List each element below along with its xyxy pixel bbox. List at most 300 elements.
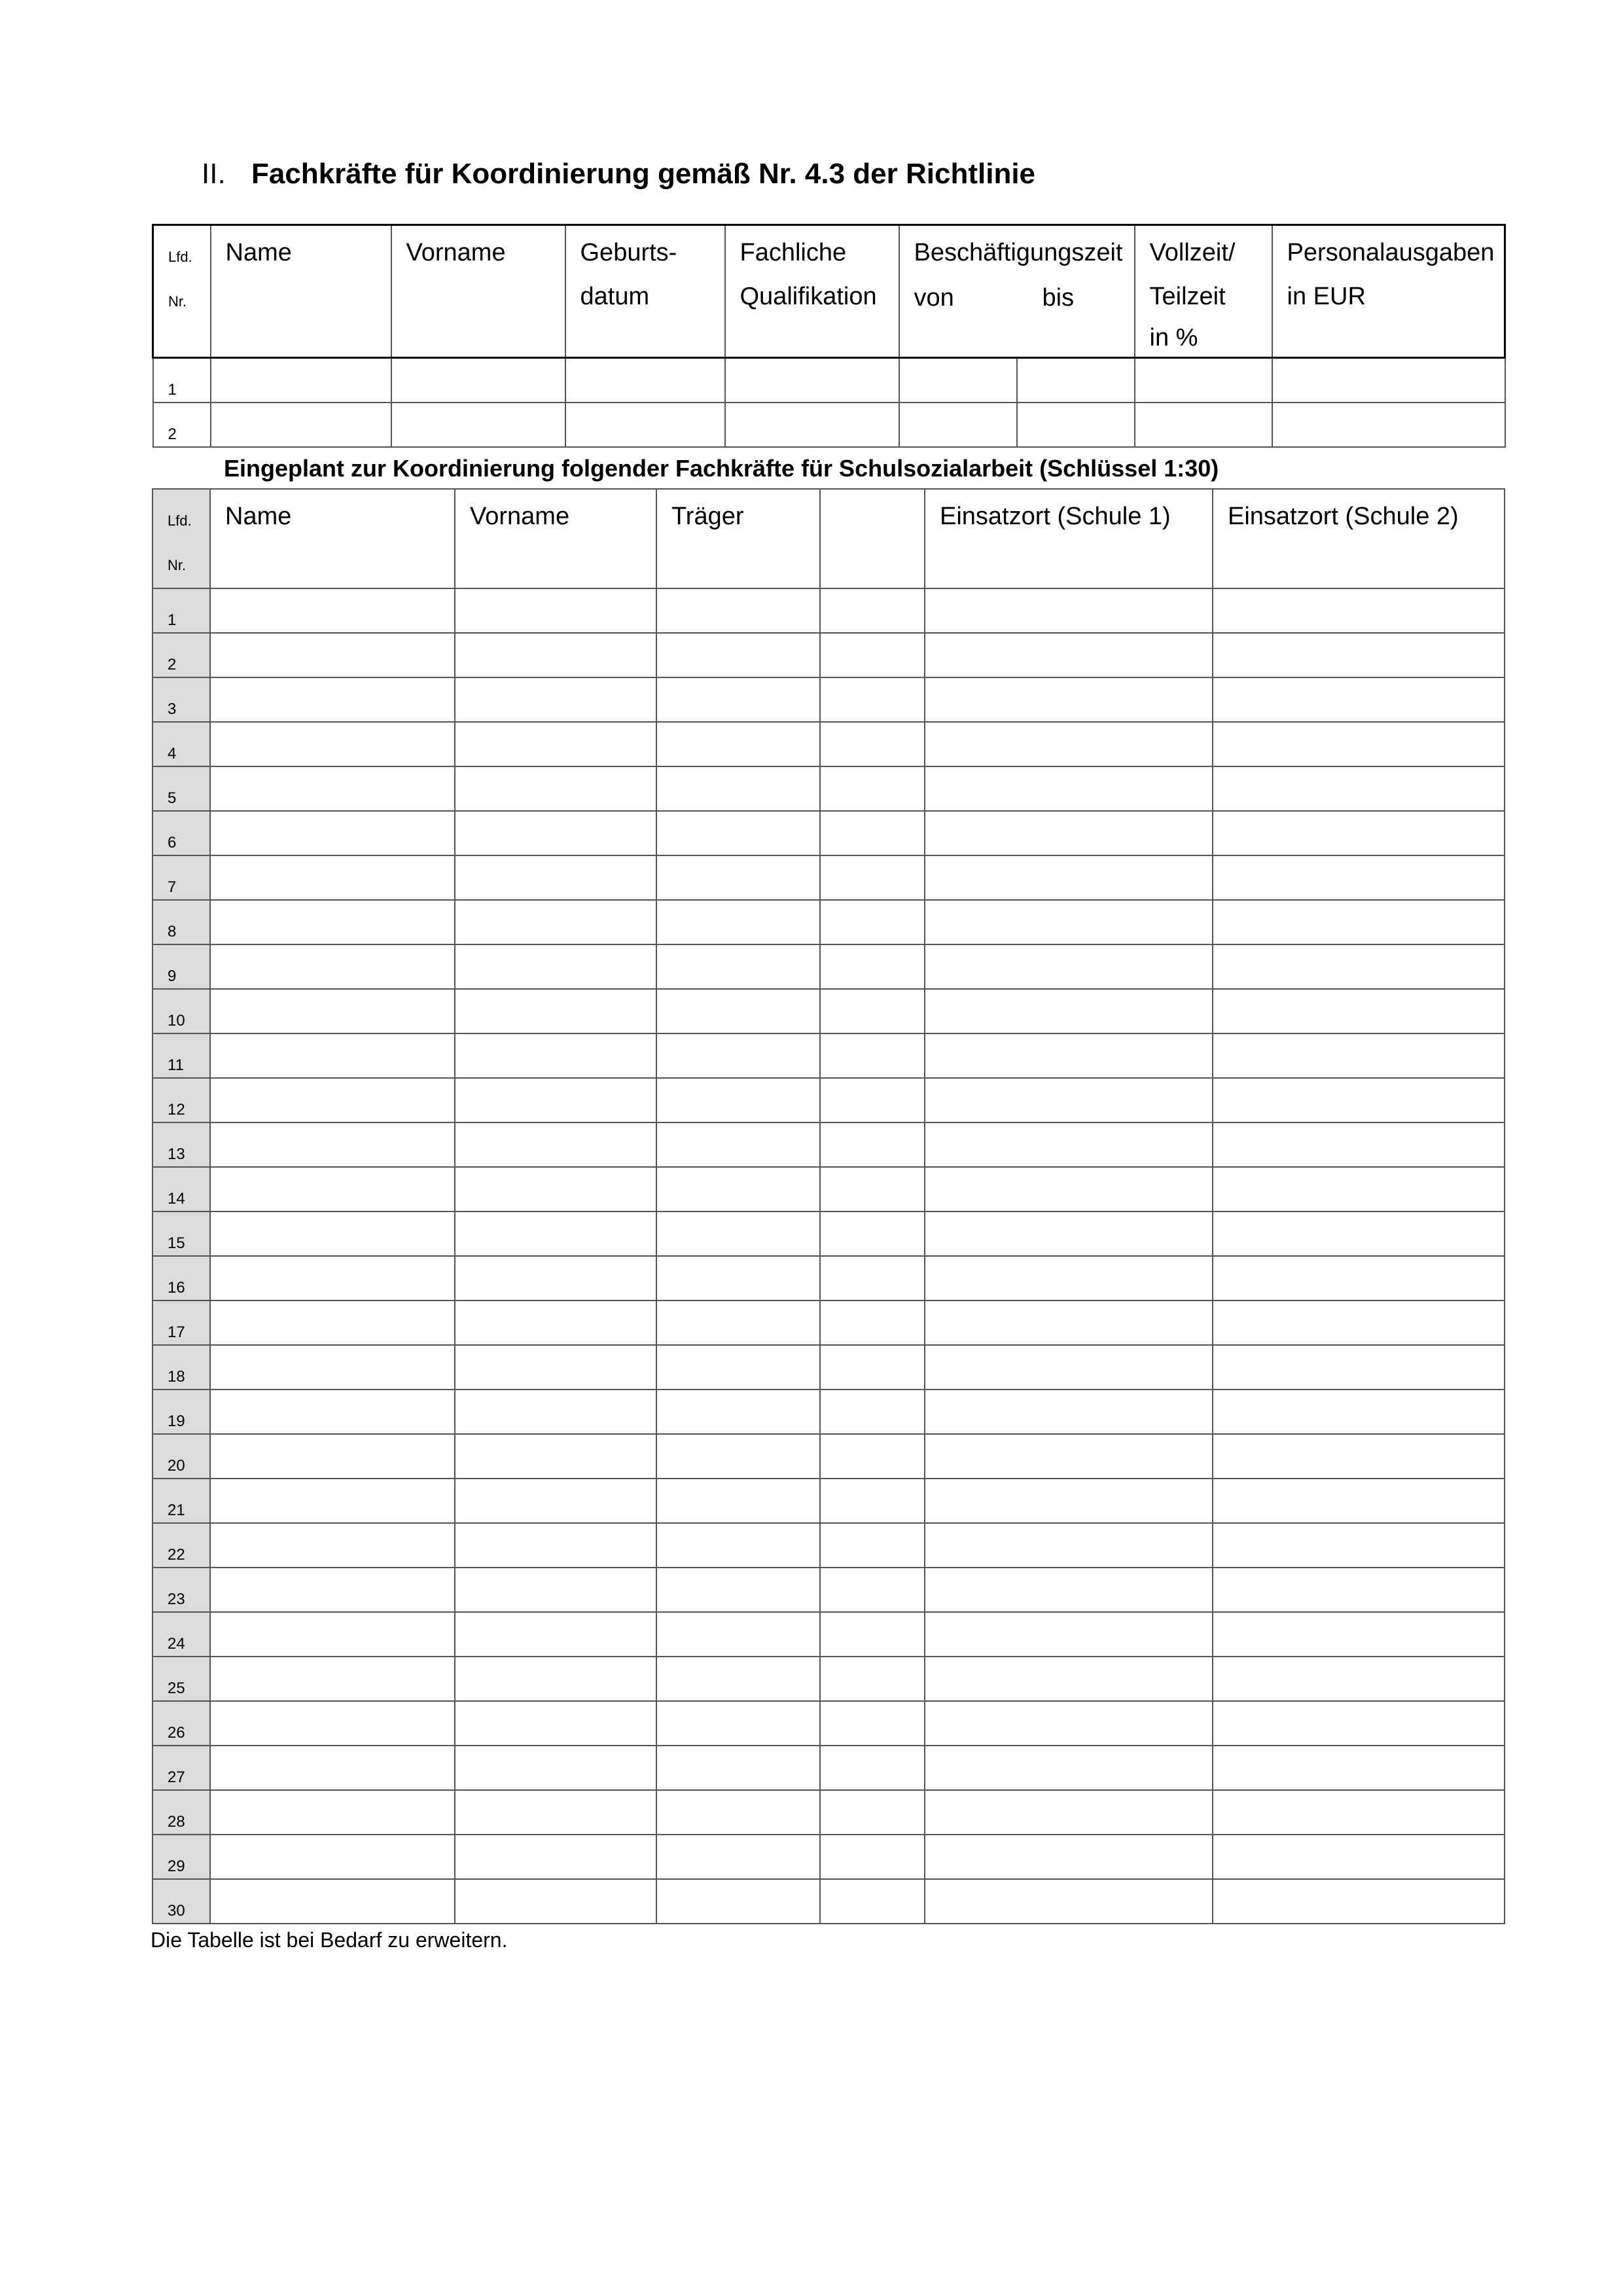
extra-field[interactable] [820, 1434, 925, 1479]
extra-field[interactable] [820, 1390, 925, 1434]
extra-field[interactable] [820, 900, 925, 944]
row-number: 30 [168, 1902, 185, 1920]
name-field[interactable] [210, 1300, 455, 1345]
table-row [152, 1790, 1505, 1835]
extra-field[interactable] [820, 1122, 925, 1167]
vorname-field[interactable] [455, 1211, 656, 1256]
einsatzort-1-field[interactable] [925, 1523, 1213, 1568]
header-bis: bis [1042, 284, 1075, 312]
extra-field[interactable] [820, 1256, 925, 1300]
extra-field[interactable] [820, 1612, 925, 1657]
einsatzort-1-field[interactable] [925, 1701, 1213, 1746]
traeger-field[interactable] [656, 1211, 820, 1256]
row-number: 6 [168, 834, 177, 852]
extra-field[interactable] [820, 722, 925, 766]
name-field[interactable] [211, 403, 391, 447]
row-number: 12 [168, 1101, 185, 1119]
table-row [152, 811, 1505, 855]
name-field[interactable] [210, 1746, 455, 1790]
header-vorname: Vorname [455, 489, 656, 588]
einsatzort-2-field[interactable] [1213, 1033, 1505, 1078]
einsatzort-1-field[interactable] [925, 1122, 1213, 1167]
name-field[interactable] [210, 1612, 455, 1657]
name-field[interactable] [210, 1835, 455, 1879]
einsatzort-1-field[interactable] [925, 900, 1213, 944]
name-field[interactable] [210, 1345, 455, 1390]
table-row [152, 633, 1505, 677]
vorname-field[interactable] [455, 633, 656, 677]
row-number: 28 [168, 1813, 185, 1831]
einsatzort-1-field[interactable] [925, 1879, 1213, 1924]
row-number-cell [152, 722, 210, 766]
section-number: II. [202, 158, 226, 190]
einsatzort-2-field[interactable] [1213, 1122, 1505, 1167]
row-number: 29 [168, 1857, 185, 1875]
traeger-field[interactable] [656, 1033, 820, 1078]
row-number: 24 [168, 1635, 185, 1653]
table-row [152, 989, 1505, 1033]
vorname-field[interactable] [455, 1300, 656, 1345]
coordination-staff-table [152, 224, 1506, 448]
header-qualifikation [725, 225, 899, 358]
row-number-cell [152, 1657, 210, 1701]
name-field[interactable] [210, 1122, 455, 1167]
extra-field[interactable] [820, 1657, 925, 1701]
row-number: 3 [168, 700, 177, 718]
table-row [152, 722, 1505, 766]
name-field[interactable] [210, 766, 455, 811]
traeger-field[interactable] [656, 944, 820, 989]
einsatzort-2-field[interactable] [1213, 1390, 1505, 1434]
name-field[interactable] [210, 1523, 455, 1568]
name-field[interactable] [211, 358, 391, 403]
row-number-cell [152, 1434, 210, 1479]
name-field[interactable] [210, 722, 455, 766]
einsatzort-2-field[interactable] [1213, 900, 1505, 944]
traeger-field[interactable] [656, 1256, 820, 1300]
extra-field[interactable] [820, 989, 925, 1033]
row-number-cell [152, 1523, 210, 1568]
row-number: 16 [168, 1279, 185, 1297]
vorname-field[interactable] [455, 1746, 656, 1790]
traeger-field[interactable] [656, 1835, 820, 1879]
einsatzort-1-field[interactable] [925, 855, 1213, 900]
name-field[interactable] [210, 1434, 455, 1479]
header-von: von [914, 284, 954, 312]
row-number-cell [152, 1790, 210, 1835]
header-fachliche: Fachliche [740, 239, 847, 266]
einsatzort-1-field[interactable] [925, 677, 1213, 722]
extra-field[interactable] [820, 1078, 925, 1122]
einsatzort-2-field[interactable] [1213, 633, 1505, 677]
vorname-field[interactable] [455, 900, 656, 944]
traeger-field[interactable] [656, 633, 820, 677]
einsatzort-1-field[interactable] [925, 766, 1213, 811]
table-row [152, 1300, 1505, 1345]
traeger-field[interactable] [656, 588, 820, 633]
vorname-field[interactable] [455, 1033, 656, 1078]
geburtsdatum-field[interactable] [565, 358, 725, 403]
table-row [152, 677, 1505, 722]
traeger-field[interactable] [656, 677, 820, 722]
header-einsatzort-2: Einsatzort (Schule 2) [1213, 489, 1505, 588]
einsatzort-1-field[interactable] [925, 1612, 1213, 1657]
personalausgaben-field[interactable] [1272, 403, 1505, 447]
vollzeit-teilzeit-field[interactable] [1135, 403, 1272, 447]
table-row [152, 855, 1505, 900]
einsatzort-1-field[interactable] [925, 1657, 1213, 1701]
traeger-field[interactable] [656, 1657, 820, 1701]
einsatzort-2-field[interactable] [1213, 1345, 1505, 1390]
qualifikation-field[interactable] [725, 403, 899, 447]
einsatzort-1-field[interactable] [925, 1746, 1213, 1790]
einsatzort-1-field[interactable] [925, 1345, 1213, 1390]
row-number-cell [152, 900, 210, 944]
row-number-cell [152, 1612, 210, 1657]
extra-field[interactable] [820, 1345, 925, 1390]
row-number-cell [152, 811, 210, 855]
traeger-field[interactable] [656, 1790, 820, 1835]
vorname-field[interactable] [455, 1434, 656, 1479]
header-lfd: Lfd. [168, 512, 192, 529]
name-field[interactable] [210, 1078, 455, 1122]
einsatzort-2-field[interactable] [1213, 855, 1505, 900]
extra-field[interactable] [820, 855, 925, 900]
einsatzort-1-field[interactable] [925, 1211, 1213, 1256]
vorname-field[interactable] [455, 722, 656, 766]
traeger-field[interactable] [656, 1167, 820, 1211]
row-number-cell [152, 1345, 210, 1390]
bis-field[interactable] [1017, 403, 1135, 447]
row-number-cell [152, 1078, 210, 1122]
einsatzort-2-field[interactable] [1213, 1479, 1505, 1523]
vorname-field[interactable] [455, 1345, 656, 1390]
header-in-prozent: in % [1149, 324, 1198, 351]
personalausgaben-field[interactable] [1272, 358, 1505, 403]
einsatzort-2-field[interactable] [1213, 1523, 1505, 1568]
extra-field[interactable] [820, 1523, 925, 1568]
vorname-field[interactable] [455, 1078, 656, 1122]
traeger-field[interactable] [656, 1390, 820, 1434]
row-number: 4 [168, 745, 177, 762]
header-vollzeit: Vollzeit/ [1149, 239, 1236, 266]
einsatzort-1-field[interactable] [925, 1568, 1213, 1612]
extra-field[interactable] [820, 1701, 925, 1746]
row-number-cell [152, 1390, 210, 1434]
einsatzort-2-field[interactable] [1213, 1657, 1505, 1701]
einsatzort-2-field[interactable] [1213, 766, 1505, 811]
vorname-field[interactable] [391, 403, 565, 447]
name-field[interactable] [210, 1390, 455, 1434]
einsatzort-2-field[interactable] [1213, 677, 1505, 722]
einsatzort-2-field[interactable] [1213, 1879, 1505, 1924]
extra-field[interactable] [820, 1879, 925, 1924]
einsatzort-2-field[interactable] [1213, 1568, 1505, 1612]
extra-field[interactable] [820, 1300, 925, 1345]
table-row [152, 900, 1505, 944]
name-field[interactable] [210, 811, 455, 855]
einsatzort-1-field[interactable] [925, 633, 1213, 677]
traeger-field[interactable] [656, 1746, 820, 1790]
traeger-field[interactable] [656, 1345, 820, 1390]
traeger-field[interactable] [656, 1701, 820, 1746]
vorname-field[interactable] [455, 1523, 656, 1568]
einsatzort-2-field[interactable] [1213, 1746, 1505, 1790]
einsatzort-1-field[interactable] [925, 1033, 1213, 1078]
name-field[interactable] [210, 1701, 455, 1746]
table-row [152, 1701, 1505, 1746]
name-field[interactable] [210, 989, 455, 1033]
vorname-field[interactable] [455, 1701, 656, 1746]
extra-field[interactable] [820, 677, 925, 722]
traeger-field[interactable] [656, 989, 820, 1033]
row-number-cell [152, 1033, 210, 1078]
header-nr: Nr. [168, 557, 187, 573]
vorname-field[interactable] [391, 358, 565, 403]
row-number: 13 [168, 1145, 185, 1163]
table2-caption: Eingeplant zur Koordinierung folgender Fachkräfte für Schulsozialarbeit (Schlüssel 1:30) [224, 455, 1219, 482]
einsatzort-1-field[interactable] [925, 811, 1213, 855]
traeger-field[interactable] [656, 722, 820, 766]
name-field[interactable] [210, 900, 455, 944]
header-nr: Nr. [168, 293, 187, 310]
row-number-cell [152, 1879, 210, 1924]
einsatzort-2-field[interactable] [1213, 944, 1505, 989]
traeger-field[interactable] [656, 1078, 820, 1122]
table-row [152, 1657, 1505, 1701]
einsatzort-1-field[interactable] [925, 1790, 1213, 1835]
vorname-field[interactable] [455, 677, 656, 722]
row-number-cell [152, 1746, 210, 1790]
header-lfd-nr [153, 225, 211, 358]
row-number-cell [152, 1256, 210, 1300]
table-row [152, 1078, 1505, 1122]
traeger-field[interactable] [656, 1479, 820, 1523]
row-number-cell [152, 677, 210, 722]
row-number: 21 [168, 1501, 185, 1519]
name-field[interactable] [210, 1790, 455, 1835]
einsatzort-2-field[interactable] [1213, 588, 1505, 633]
row-number: 8 [168, 923, 177, 941]
einsatzort-1-field[interactable] [925, 1256, 1213, 1300]
row-number: 7 [168, 878, 177, 896]
table-row [152, 1835, 1505, 1879]
header-personalausgaben-text: Personalausgaben [1287, 239, 1495, 266]
traeger-field[interactable] [656, 1879, 820, 1924]
von-field[interactable] [899, 403, 1017, 447]
row-number-cell [152, 1300, 210, 1345]
traeger-field[interactable] [656, 1612, 820, 1657]
table-row [153, 358, 1505, 403]
table-row [152, 1568, 1505, 1612]
header-lfd: Lfd. [168, 249, 192, 265]
name-field[interactable] [210, 1657, 455, 1701]
name-field[interactable] [210, 1479, 455, 1523]
row-number: 23 [168, 1590, 185, 1608]
vorname-field[interactable] [455, 855, 656, 900]
bis-field[interactable] [1017, 358, 1135, 403]
traeger-field[interactable] [656, 1434, 820, 1479]
extra-field[interactable] [820, 1167, 925, 1211]
table-row [152, 1612, 1505, 1657]
traeger-field[interactable] [656, 900, 820, 944]
name-field[interactable] [210, 633, 455, 677]
einsatzort-2-field[interactable] [1213, 1835, 1505, 1879]
table-row [152, 1479, 1505, 1523]
einsatzort-1-field[interactable] [925, 722, 1213, 766]
vorname-field[interactable] [455, 811, 656, 855]
header-vorname: Vorname [391, 225, 565, 358]
traeger-field[interactable] [656, 1122, 820, 1167]
extra-field[interactable] [820, 1033, 925, 1078]
header-blank [820, 489, 925, 588]
einsatzort-1-field[interactable] [925, 1479, 1213, 1523]
table-row [152, 1033, 1505, 1078]
name-field[interactable] [210, 1256, 455, 1300]
table-row [152, 1434, 1505, 1479]
table-row [152, 944, 1505, 989]
vorname-field[interactable] [455, 944, 656, 989]
traeger-field[interactable] [656, 1568, 820, 1612]
header-traeger: Träger [656, 489, 820, 588]
row-number-cell [153, 358, 211, 403]
name-field[interactable] [210, 1879, 455, 1924]
name-field[interactable] [210, 588, 455, 633]
section-heading [202, 154, 1035, 194]
header-name: Name [210, 489, 455, 588]
einsatzort-2-field[interactable] [1213, 811, 1505, 855]
name-field[interactable] [210, 1568, 455, 1612]
extra-field[interactable] [820, 1479, 925, 1523]
einsatzort-2-field[interactable] [1213, 722, 1505, 766]
vorname-field[interactable] [455, 1879, 656, 1924]
traeger-field[interactable] [656, 1300, 820, 1345]
name-field[interactable] [210, 1033, 455, 1078]
geburtsdatum-field[interactable] [565, 403, 725, 447]
vorname-field[interactable] [455, 1167, 656, 1211]
vorname-field[interactable] [455, 989, 656, 1033]
einsatzort-1-field[interactable] [925, 989, 1213, 1033]
extra-field[interactable] [820, 1790, 925, 1835]
vollzeit-teilzeit-field[interactable] [1135, 358, 1272, 403]
vorname-field[interactable] [455, 1479, 656, 1523]
table-row [152, 1256, 1505, 1300]
table-row [152, 1122, 1505, 1167]
row-number: 26 [168, 1724, 185, 1742]
row-number-cell [152, 588, 210, 633]
row-number: 17 [168, 1323, 185, 1341]
row-number-cell [152, 1167, 210, 1211]
extra-field[interactable] [820, 944, 925, 989]
von-field[interactable] [899, 358, 1017, 403]
footnote: Die Tabelle ist bei Bedarf zu erweitern. [151, 1928, 508, 1952]
extra-field[interactable] [820, 811, 925, 855]
name-field[interactable] [210, 1167, 455, 1211]
vorname-field[interactable] [455, 1256, 656, 1300]
row-number: 14 [168, 1190, 185, 1208]
einsatzort-2-field[interactable] [1213, 989, 1505, 1033]
row-number-cell [152, 1835, 210, 1879]
vorname-field[interactable] [455, 1612, 656, 1657]
einsatzort-1-field[interactable] [925, 1078, 1213, 1122]
schulsozialarbeit-staff-table [152, 488, 1505, 1924]
extra-field[interactable] [820, 1835, 925, 1879]
extra-field[interactable] [820, 633, 925, 677]
header-geburts: Geburts- [580, 239, 677, 266]
einsatzort-1-field[interactable] [925, 1390, 1213, 1434]
table-row [152, 1746, 1505, 1790]
header-lfd-nr [152, 489, 210, 588]
einsatzort-2-field[interactable] [1213, 1256, 1505, 1300]
header-name: Name [211, 225, 391, 358]
vorname-field[interactable] [455, 766, 656, 811]
traeger-field[interactable] [656, 811, 820, 855]
row-number: 11 [168, 1056, 184, 1074]
einsatzort-1-field[interactable] [925, 944, 1213, 989]
einsatzort-2-field[interactable] [1213, 1211, 1505, 1256]
header-beschaeftigungszeit [899, 225, 1135, 358]
name-field[interactable] [210, 1211, 455, 1256]
row-number-cell [152, 766, 210, 811]
einsatzort-1-field[interactable] [925, 588, 1213, 633]
extra-field[interactable] [820, 588, 925, 633]
row-number-cell [152, 1479, 210, 1523]
extra-field[interactable] [820, 1746, 925, 1790]
table-row [152, 588, 1505, 633]
extra-field[interactable] [820, 1568, 925, 1612]
header-in-eur: in EUR [1287, 283, 1366, 310]
traeger-field[interactable] [656, 766, 820, 811]
traeger-field[interactable] [656, 1523, 820, 1568]
einsatzort-2-field[interactable] [1213, 1434, 1505, 1479]
name-field[interactable] [210, 855, 455, 900]
vorname-field[interactable] [455, 1390, 656, 1434]
extra-field[interactable] [820, 766, 925, 811]
row-number-cell [152, 1701, 210, 1746]
table2-body [152, 588, 1505, 1924]
name-field[interactable] [210, 677, 455, 722]
extra-field[interactable] [820, 1211, 925, 1256]
einsatzort-2-field[interactable] [1213, 1790, 1505, 1835]
einsatzort-2-field[interactable] [1213, 1701, 1505, 1746]
einsatzort-2-field[interactable] [1213, 1078, 1505, 1122]
vorname-field[interactable] [455, 1657, 656, 1701]
qualifikation-field[interactable] [725, 358, 899, 403]
einsatzort-2-field[interactable] [1213, 1300, 1505, 1345]
row-number-cell [152, 855, 210, 900]
table-row [152, 1345, 1505, 1390]
traeger-field[interactable] [656, 855, 820, 900]
header-geburtsdatum [565, 225, 725, 358]
einsatzort-1-field[interactable] [925, 1835, 1213, 1879]
table-header-row [152, 489, 1505, 588]
einsatzort-1-field[interactable] [925, 1167, 1213, 1211]
einsatzort-1-field[interactable] [925, 1434, 1213, 1479]
vorname-field[interactable] [455, 1122, 656, 1167]
row-number: 2 [168, 425, 177, 443]
vorname-field[interactable] [455, 1790, 656, 1835]
vorname-field[interactable] [455, 1568, 656, 1612]
table-row [152, 766, 1505, 811]
name-field[interactable] [210, 944, 455, 989]
header-personalausgaben [1272, 225, 1505, 358]
header-teilzeit: Teilzeit [1149, 283, 1226, 310]
einsatzort-1-field[interactable] [925, 1300, 1213, 1345]
vorname-field[interactable] [455, 588, 656, 633]
vorname-field[interactable] [455, 1835, 656, 1879]
einsatzort-2-field[interactable] [1213, 1612, 1505, 1657]
einsatzort-2-field[interactable] [1213, 1167, 1505, 1211]
